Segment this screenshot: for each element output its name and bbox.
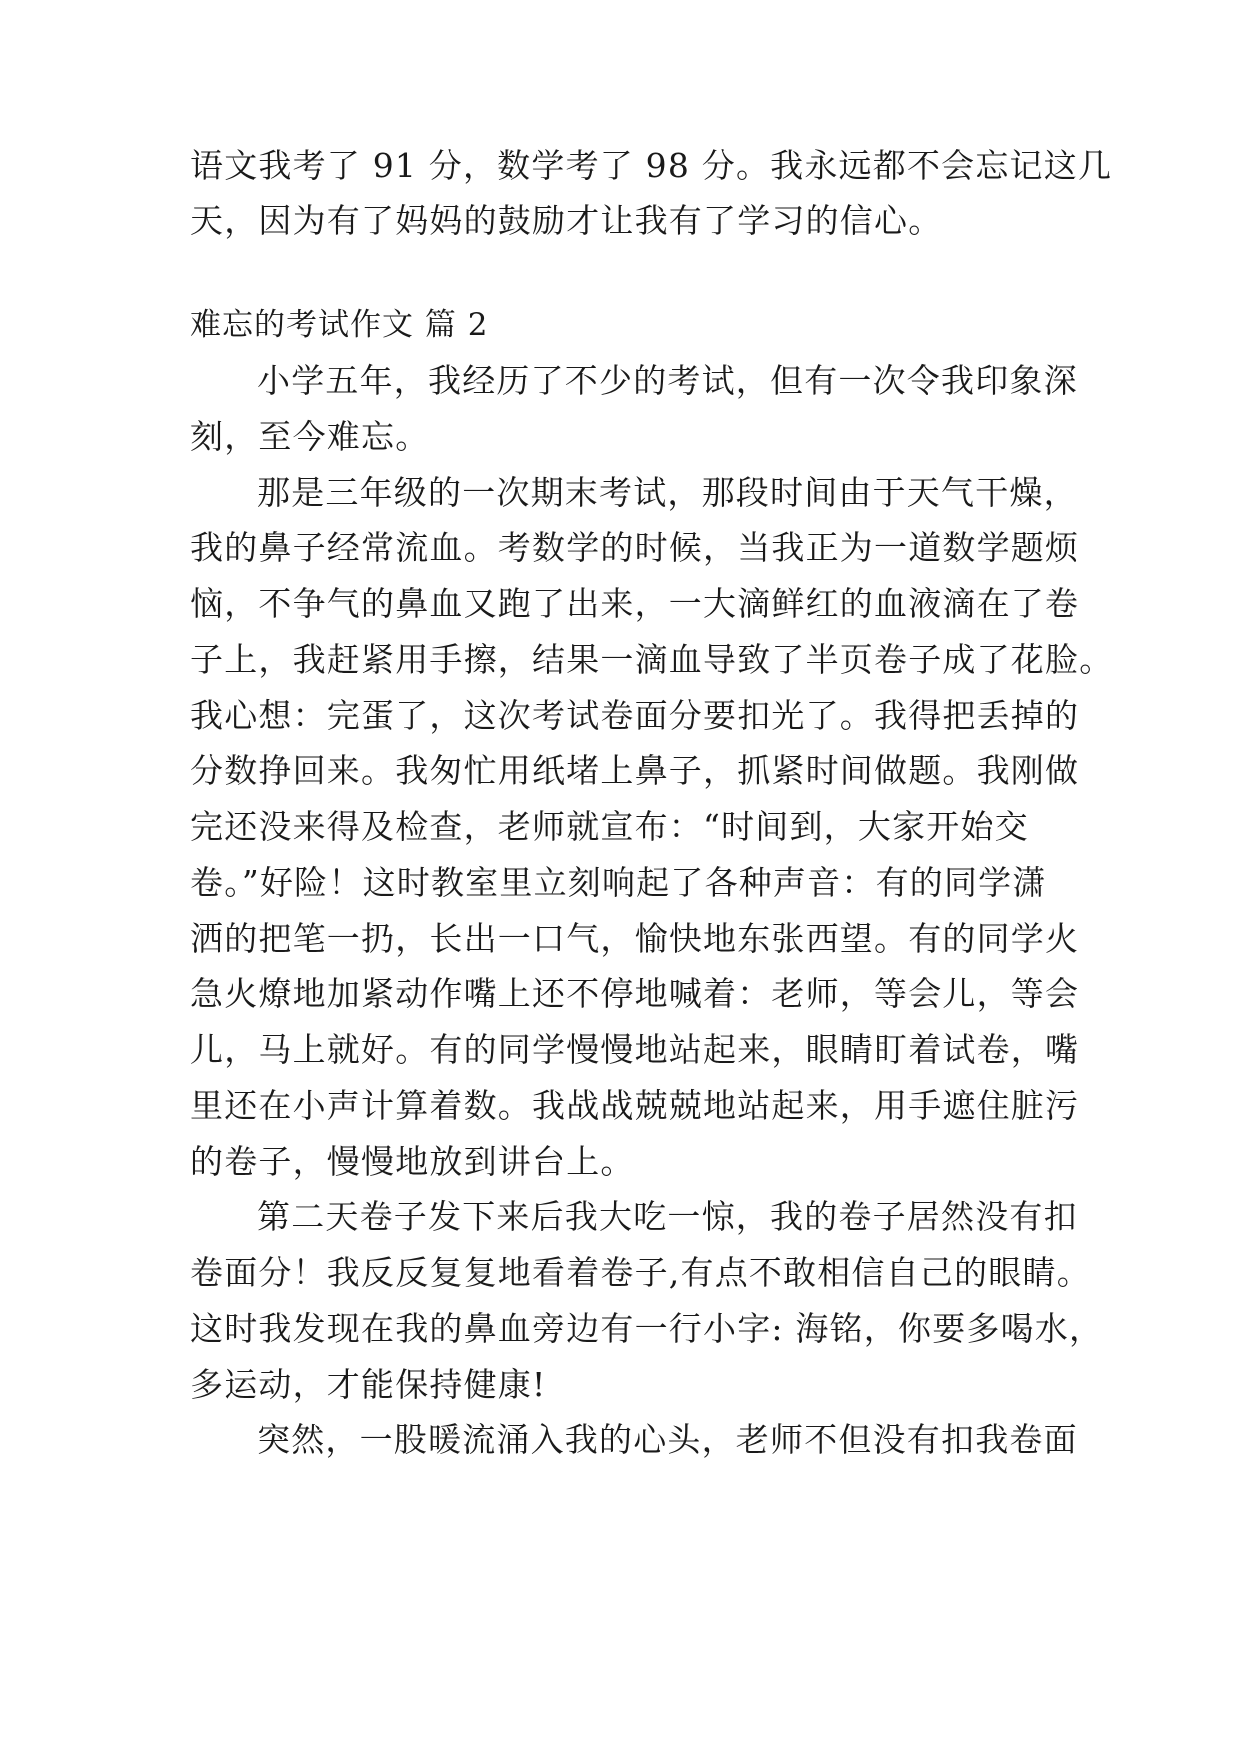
paragraph-2-line-5: 我心想：完蛋了，这次考试卷面分要扣光了。我得把丢掉的	[190, 696, 1080, 735]
paragraph-2-line-8: 卷。”好险！这时教室里立刻响起了各种声音：有的同学潇	[190, 863, 1047, 902]
paragraph-2-line-10: 急火燎地加紧动作嘴上还不停地喊着：老师，等会儿，等会	[190, 974, 1080, 1013]
paragraph-2-line-11: 儿，马上就好。有的同学慢慢地站起来，眼睛盯着试卷，嘴	[190, 1030, 1080, 1069]
paragraph-3-line-4: 多运动，才能保持健康!	[190, 1365, 547, 1404]
paragraph-2-line-12: 里还在小声计算着数。我战战兢兢地站起来，用手遮住脏污	[190, 1086, 1080, 1125]
paragraph-3-line-2: 卷面分！我反反复复地看着卷子,有点不敢相信自己的眼睛。	[190, 1253, 1091, 1292]
paragraph-2-line-7: 完还没来得及检查，老师就宣布：“时间到，大家开始交	[190, 807, 1029, 846]
paragraph-1-line-2: 刻，至今难忘。	[190, 417, 430, 456]
paragraph-4-line-1: 突然，一股暖流涌入我的心头，老师不但没有扣我卷面	[257, 1420, 1078, 1459]
intro-line-2: 天，因为有了妈妈的鼓励才让我有了学习的信心。	[190, 201, 943, 240]
paragraph-3-line-3: 这时我发现在我的鼻血旁边有一行小字: 海铭，你要多喝水，	[190, 1309, 1104, 1348]
paragraph-2-line-13: 的卷子，慢慢地放到讲台上。	[190, 1142, 635, 1181]
paragraph-2-line-6: 分数挣回来。我匆忙用纸堵上鼻子，抓紧时间做题。我刚做	[190, 751, 1080, 790]
paragraph-2-line-2: 我的鼻子经常流血。考数学的时候，当我正为一道数学题烦	[190, 528, 1080, 567]
paragraph-3-line-1: 第二天卷子发下来后我大吃一惊，我的卷子居然没有扣	[257, 1197, 1078, 1236]
paragraph-1-line-1: 小学五年，我经历了不少的考试，但有一次令我印象深	[257, 361, 1078, 400]
paragraph-2-line-3: 恼，不争气的鼻血又跑了出来，一大滴鲜红的血液滴在了卷	[190, 584, 1080, 623]
intro-line-1: 语文我考了 91 分，数学考了 98 分。我永远都不会忘记这几	[190, 146, 1113, 185]
paragraph-2-line-1: 那是三年级的一次期末考试，那段时间由于天气干燥，	[257, 473, 1078, 512]
section-title: 难忘的考试作文 篇 2	[190, 307, 489, 343]
paragraph-2-line-4: 子上，我赶紧用手擦，结果一滴血导致了半页卷子成了花脸。	[190, 640, 1114, 679]
paragraph-2-line-9: 洒的把笔一扔，长出一口气，愉快地东张西望。有的同学火	[190, 919, 1080, 958]
